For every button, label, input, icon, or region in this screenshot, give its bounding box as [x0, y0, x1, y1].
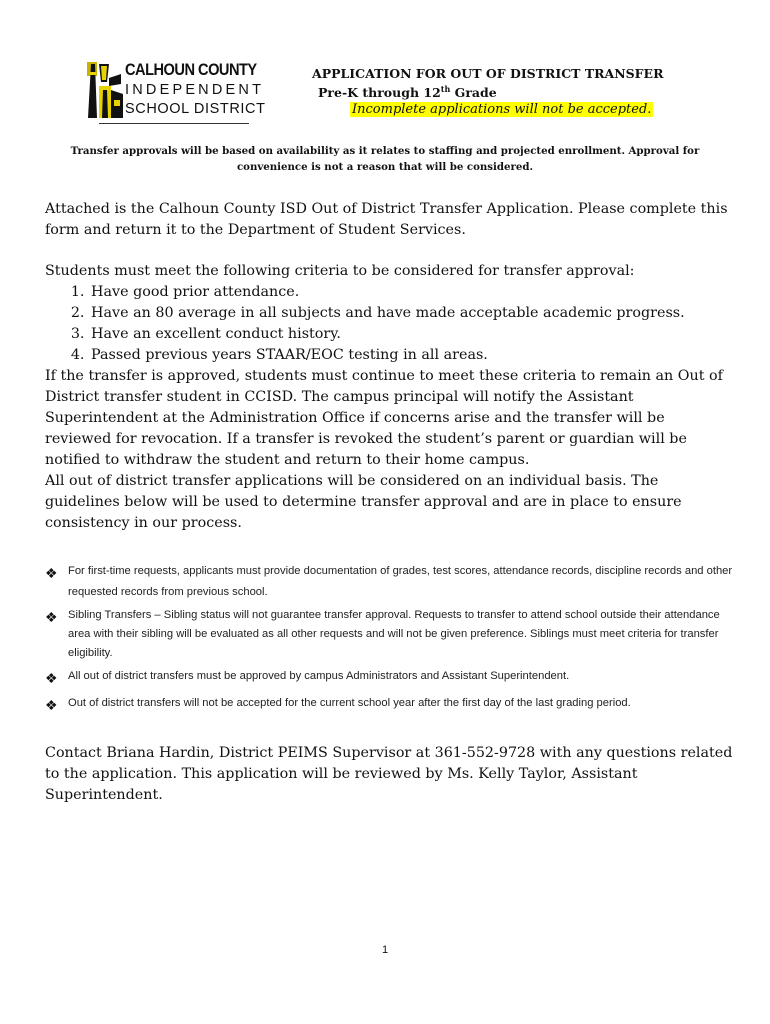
- document-title: APPLICATION FOR OUT OF DISTRICT TRANSFER: [312, 66, 664, 81]
- criteria-intro: Students must meet the following criteria to be considered for transfer approval:: [45, 263, 635, 279]
- criteria-list: [45, 282, 739, 366]
- page-number: 1: [381, 944, 389, 956]
- individual-basis-paragraph: All out of district transfer applications will be considered on an individual basis. The guidelines below will be used to determine transfer approval and are in place to ensure consistency in our process.: [45, 473, 682, 531]
- incomplete-warning-text: Incomplete applications will not be accepted.: [352, 102, 652, 117]
- logo-line-1: CALHOUN COUNTY: [125, 60, 257, 79]
- list-item: [45, 561, 735, 603]
- grade-range: [318, 84, 752, 102]
- guideline-text: Sibling Transfers – Sibling status will not guarantee transfer approval. Requests to transfer to attend school outside their attendance area with their sibling will be evaluated as all other requests and will not be given preference. Siblings must meet criteria for transfer eligibility.: [68, 609, 720, 659]
- diamond-bullet-icon: ❖: [45, 565, 58, 581]
- incomplete-warning: [350, 102, 752, 117]
- list-item: [45, 693, 735, 714]
- guidelines-list: [45, 561, 735, 717]
- policy-text: [45, 366, 735, 534]
- grade-prefix: Pre-K through 12: [318, 85, 441, 101]
- logo-line-3: SCHOOL DISTRICT: [125, 101, 266, 117]
- criteria-item: 2. Have an 80 average in all subjects and have made acceptable academic progress.: [89, 303, 739, 324]
- list-item: [45, 666, 735, 687]
- transfer-approval-notice: Transfer approvals will be based on availability as it relates to staffing and projected enrollment. Approval for convenience is not a reason that will be considered.: [70, 145, 700, 173]
- list-item: [45, 606, 735, 663]
- criteria-item: 1. Have good prior attendance.: [89, 282, 739, 303]
- guideline-text: Out of district transfers will not be accepted for the current school year after the first day of the last grading period.: [68, 697, 631, 709]
- diamond-bullet-icon: ❖: [45, 670, 58, 686]
- diamond-bullet-icon: ❖: [45, 697, 58, 713]
- intro-paragraph: Attached is the Calhoun County ISD Out of District Transfer Application. Please complete this form and return it to the Department of Student Services.: [45, 201, 728, 238]
- logo-underline: [99, 123, 249, 124]
- contact-paragraph: Contact Briana Hardin, District PEIMS Supervisor at 361-552-9728 with any questions related to the application. This application will be reviewed by Ms. Kelly Taylor, Assistant Superintendent.: [45, 745, 733, 803]
- lighthouse-icon: [85, 60, 125, 120]
- logo-line-2: INDEPENDENT: [125, 82, 265, 98]
- title-block: [312, 66, 752, 117]
- district-logo: [85, 60, 266, 126]
- continuation-paragraph: If the transfer is approved, students must continue to meet these criteria to remain an Out of District transfer student in CCISD. The campus principal will notify the Assistant Superintendent at the Administration Office if concerns arise and the transfer will be reviewed for revocation. If a transfer is revoked the student’s parent or guardian will be notified to withdraw the student and return to their home campus.: [45, 368, 723, 468]
- criteria-item: 4. Passed previous years STAAR/EOC testing in all areas.: [89, 345, 739, 366]
- diamond-bullet-icon: ❖: [45, 609, 58, 625]
- guideline-text: All out of district transfers must be approved by campus Administrators and Assistant Superintendent.: [68, 670, 570, 682]
- grade-suffix: Grade: [450, 85, 497, 101]
- grade-superscript: th: [440, 84, 451, 94]
- guideline-text: For first-time requests, applicants must provide documentation of grades, test scores, attendance records, discipline records and other requested records from previous school.: [68, 565, 733, 598]
- criteria-item: 3. Have an excellent conduct history.: [89, 324, 739, 345]
